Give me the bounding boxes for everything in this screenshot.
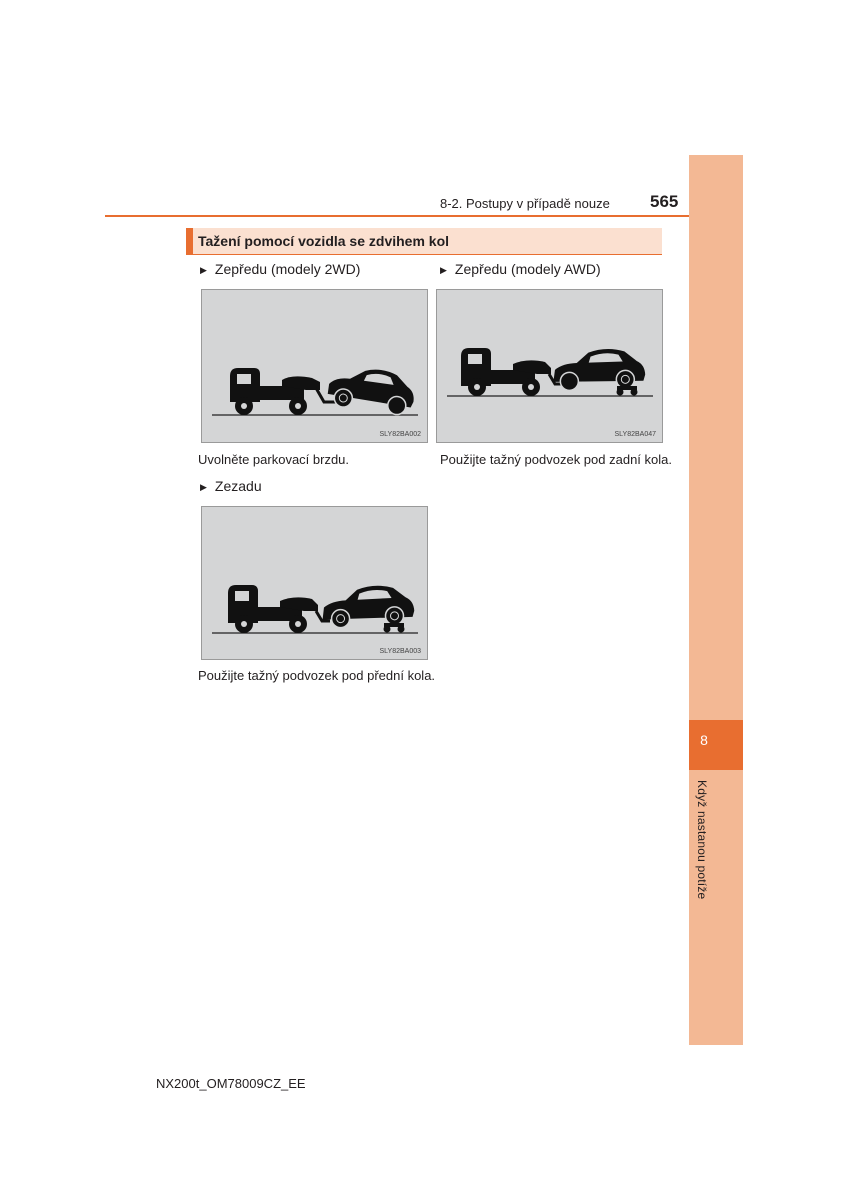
chapter-title-vertical: Když nastanou potíže (695, 780, 709, 900)
item-front-2wd-label (200, 261, 360, 277)
item-label-text: Zepředu (modely 2WD) (214, 261, 361, 277)
figure-code: SLY82BA002 (379, 431, 421, 438)
section-heading-underline (186, 254, 662, 255)
tow-truck-rear-illustration (202, 507, 427, 659)
tow-truck-front-2wd-illustration (202, 290, 427, 442)
chapter-number: 8 (700, 732, 708, 748)
figure-code: SLY82BA047 (614, 431, 656, 438)
caption-front-awd: Použijte tažný podvozek pod zadní kola. (440, 452, 672, 467)
header-rule (105, 215, 689, 217)
caption-rear: Použijte tažný podvozek pod přední kola. (198, 668, 436, 683)
bullet-triangle-icon: ▶ (200, 482, 207, 492)
section-heading: Tažení pomocí vozidla se zdvihem kol (198, 233, 450, 249)
figure-rear (201, 506, 428, 660)
figure-front-2wd (201, 289, 428, 443)
document-code: NX200t_OM78009CZ_EE (156, 1076, 306, 1091)
caption-front-2wd: Uvolněte parkovací brzdu. (198, 452, 350, 467)
running-header-title: 8-2. Postupy v případě nouze (440, 196, 610, 211)
bullet-triangle-icon: ▶ (200, 265, 207, 275)
page-number: 565 (650, 192, 679, 211)
section-heading-accent (186, 228, 193, 254)
item-rear-label (200, 478, 262, 494)
item-label-text: Zezadu (214, 478, 262, 494)
figure-code: SLY82BA003 (379, 648, 421, 655)
tow-truck-front-awd-illustration (437, 290, 662, 442)
item-label-text: Zepředu (modely AWD) (454, 261, 601, 277)
bullet-triangle-icon: ▶ (440, 265, 447, 275)
figure-front-awd (436, 289, 663, 443)
item-front-awd-label (440, 261, 601, 277)
chapter-side-tab (689, 155, 743, 1045)
